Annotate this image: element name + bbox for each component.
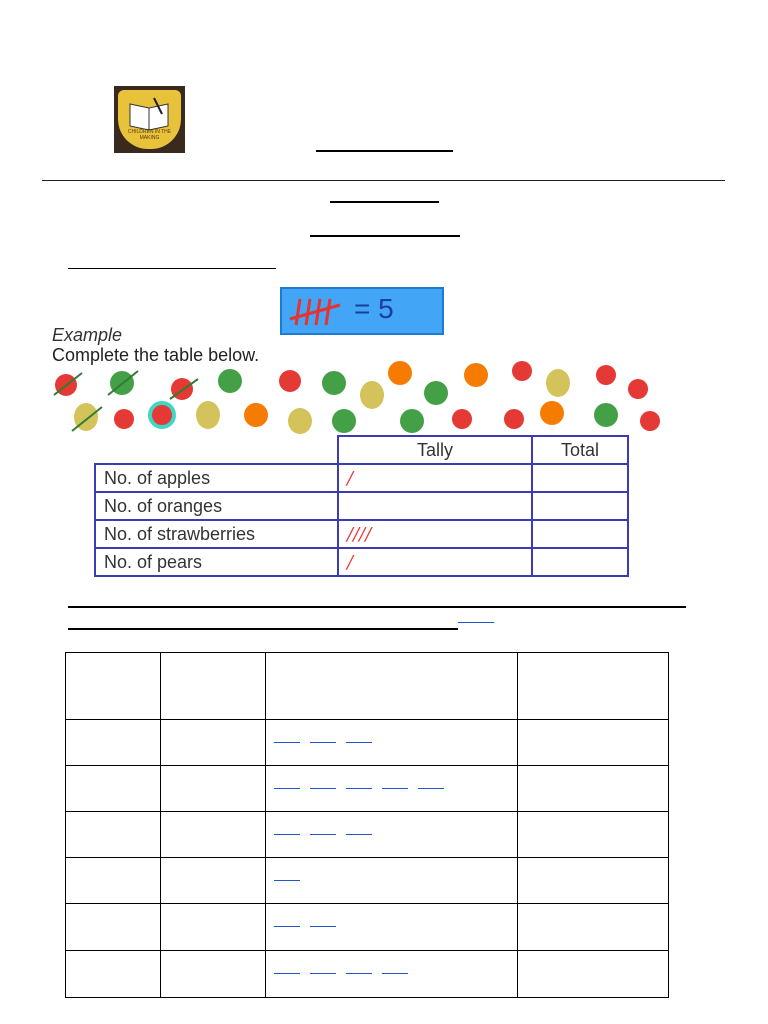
apple-red-icon (596, 365, 616, 385)
apple-green-icon (400, 409, 424, 433)
row-label: No. of pears (95, 548, 338, 576)
apple-red-icon (512, 361, 532, 381)
pear-icon (360, 381, 384, 409)
tally-blanks[interactable] (266, 720, 518, 766)
example-tally-table (94, 435, 629, 577)
five-tally-icon (288, 295, 348, 327)
apple-green-icon (322, 371, 346, 395)
section-heading-underline (68, 268, 276, 269)
apple-red-icon (150, 403, 174, 427)
pear-icon (546, 369, 570, 397)
subtitle-underline (330, 201, 439, 203)
apple-green-icon (218, 369, 242, 393)
tally-blanks[interactable] (266, 812, 518, 858)
table-row (95, 548, 628, 576)
blank-line (274, 973, 300, 974)
blank-line (274, 742, 300, 743)
apple-green-icon (332, 409, 356, 433)
blank-line (274, 880, 300, 881)
apple-green-icon (594, 403, 618, 427)
blank-line (310, 742, 336, 743)
example-title: Example (52, 325, 123, 345)
header-cell (266, 653, 518, 720)
apple-red-icon (640, 411, 660, 431)
header-title-underline (316, 150, 453, 152)
apple-red-icon (114, 409, 134, 429)
blank-line (274, 788, 300, 789)
pear-icon (196, 401, 220, 429)
blank-line (346, 788, 372, 789)
blank-line (310, 788, 336, 789)
blank-line (346, 834, 372, 835)
blank-line (310, 973, 336, 974)
blank-line (346, 742, 372, 743)
school-logo (114, 86, 185, 153)
instruction-underline-2 (68, 628, 458, 630)
table-row (66, 766, 669, 812)
tally-blanks[interactable] (266, 951, 518, 998)
blank-line (382, 788, 408, 789)
fruit-collection (52, 359, 672, 434)
tally-blanks[interactable] (266, 766, 518, 812)
topic-underline (310, 235, 460, 237)
tally-cell (338, 492, 532, 520)
orange-icon (388, 361, 412, 385)
table-row (66, 720, 669, 766)
apple-red-icon (504, 409, 524, 429)
total-cell (532, 548, 628, 576)
table-row (95, 520, 628, 548)
tally-key-box (280, 287, 444, 335)
total-cell (532, 492, 628, 520)
blank-line (274, 926, 300, 927)
example-figure (52, 285, 672, 580)
row-label: No. of apples (95, 464, 338, 492)
total-cell (532, 520, 628, 548)
table-row (95, 492, 628, 520)
tally-blanks[interactable] (266, 858, 518, 904)
apple-red-icon (279, 370, 301, 392)
example-instruction: Complete the table below. (52, 345, 260, 365)
apple-green-icon (424, 381, 448, 405)
blank-line (418, 788, 444, 789)
header-cell (66, 653, 161, 720)
orange-icon (540, 401, 564, 425)
table-row (66, 812, 669, 858)
table-row (66, 904, 669, 951)
row-label: No. of strawberries (95, 520, 338, 548)
table-header-row (66, 653, 669, 720)
header-cell (518, 653, 669, 720)
table-row (66, 951, 669, 998)
tally-cell: / (338, 464, 532, 492)
tally-blanks[interactable] (266, 904, 518, 951)
header-cell (161, 653, 266, 720)
answer-table (65, 652, 669, 998)
tally-column-header: Tally (338, 436, 532, 464)
blank-line (274, 834, 300, 835)
row-label: No. of oranges (95, 492, 338, 520)
tally-cell: //// (338, 520, 532, 548)
blank-line (310, 834, 336, 835)
blank-line (382, 973, 408, 974)
blank-line (310, 926, 336, 927)
total-column-header: Total (532, 436, 628, 464)
blank-line (346, 973, 372, 974)
instruction-underline-1 (68, 606, 686, 608)
apple-red-icon (452, 409, 472, 429)
table-row (95, 464, 628, 492)
header-divider (42, 180, 725, 181)
apple-red-icon (628, 379, 648, 399)
orange-icon (464, 363, 488, 387)
table-row (66, 858, 669, 904)
pear-icon (288, 408, 312, 434)
total-cell (532, 464, 628, 492)
logo-motto: CHILDREN IN THE MAKING (127, 129, 172, 141)
instruction-link-underline[interactable] (458, 622, 494, 623)
orange-icon (244, 403, 268, 427)
tally-key-equals: = 5 (354, 293, 394, 324)
tally-cell: / (338, 548, 532, 576)
